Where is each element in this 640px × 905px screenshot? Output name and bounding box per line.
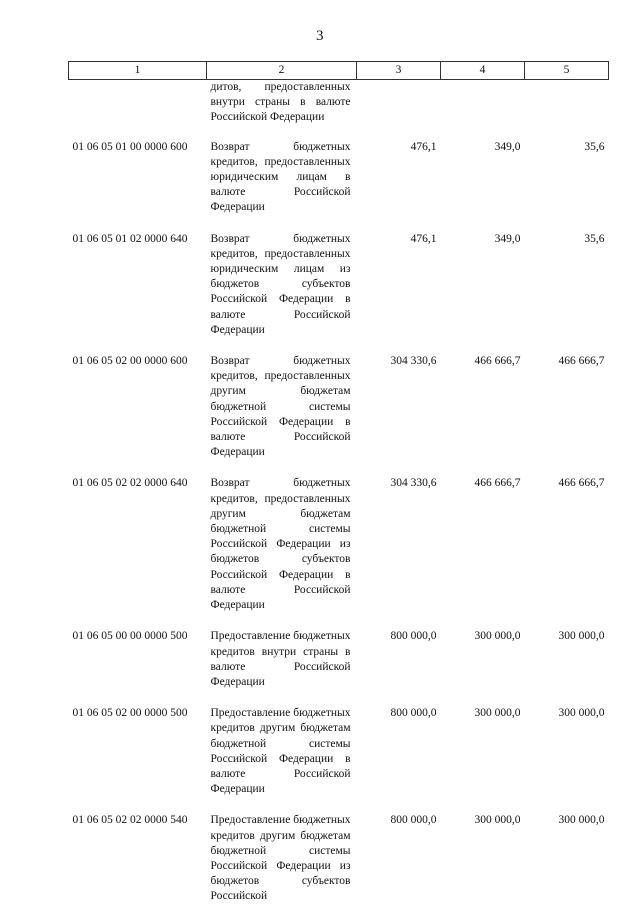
budget-sources-table (68, 61, 609, 905)
column-header-description: 2 (207, 62, 357, 80)
row-value-2: 466 666,7 (474, 355, 521, 368)
table-row-continued (69, 80, 609, 140)
table-header (69, 62, 609, 80)
page-number: 3 (316, 28, 324, 44)
row-value-1: 800 000,0 (390, 630, 437, 643)
row-code: 01 06 05 02 02 0000 640 (72, 477, 188, 490)
column-header-code: 1 (69, 62, 207, 80)
row-description: Предоставление бюджетных кредитов другим бюджетам бюджетной системы Российской Федерации из бюджетов субъектов Российской (210, 814, 351, 903)
row-value-3: 466 666,7 (558, 477, 605, 490)
row-value-2: 466 666,7 (474, 477, 521, 490)
table-row (69, 140, 609, 232)
row-value-1: 800 000,0 (390, 814, 437, 827)
row-code: 01 06 05 00 00 0000 500 (72, 630, 188, 643)
table-body (69, 80, 609, 905)
row-code: 01 06 05 01 02 0000 640 (72, 232, 188, 245)
row-value-1: 476,1 (410, 140, 437, 153)
row-value-2: 300 000,0 (474, 707, 521, 720)
row-value-3: 35,6 (584, 140, 605, 153)
row-value-2: 300 000,0 (474, 814, 521, 827)
row-value-3: 35,6 (584, 232, 605, 245)
row-value-1 (357, 80, 441, 140)
row-code (69, 80, 207, 140)
row-code: 01 06 05 01 00 0000 600 (72, 140, 188, 153)
table-row (69, 629, 609, 706)
row-description: Возврат бюджетных кредитов, предоставленных другим бюджетам бюджетной системы Российской Федерации в валюте Российской Федерации (210, 355, 351, 459)
row-value-1: 304 330,6 (390, 477, 437, 490)
table-row (69, 354, 609, 476)
row-description: Возврат бюджетных кредитов, предоставленных другим бюджетам бюджетной системы Российской Федерации из бюджетов субъектов Российской Федерации в валюте Российской Федерации (210, 477, 351, 612)
row-value-1: 800 000,0 (390, 707, 437, 720)
column-header-value-2: 4 (441, 62, 525, 80)
row-value-3: 300 000,0 (558, 630, 605, 643)
row-value-2: 349,0 (494, 232, 521, 245)
row-value-3: 300 000,0 (558, 814, 605, 827)
table-row (69, 813, 609, 904)
row-description: Предоставление бюджетных кредитов внутри страны в валюте Российской Федерации (210, 630, 351, 688)
row-value-3 (525, 80, 609, 140)
column-header-value-1: 3 (357, 62, 441, 80)
row-code: 01 06 05 02 00 0000 600 (72, 355, 188, 368)
table-row (69, 706, 609, 813)
row-value-3: 466 666,7 (558, 355, 605, 368)
row-description: Предоставление бюджетных кредитов другим бюджетам бюджетной системы Российской Федерации в валюте Российской Федерации (210, 707, 351, 796)
row-description: дитов, предоставленных внутри страны в валюте Российской Федерации (210, 81, 351, 124)
row-value-1: 304 330,6 (390, 355, 437, 368)
column-header-value-3: 5 (525, 62, 609, 80)
table-row (69, 476, 609, 629)
row-description: Возврат бюджетных кредитов, предоставленных юридическим лицам из бюджетов субъектов Российской Федерации в валюте Российской Федерации (210, 232, 351, 336)
row-value-2: 349,0 (494, 140, 521, 153)
table-row (69, 232, 609, 354)
row-value-2 (441, 80, 525, 140)
row-description: Возврат бюджетных кредитов, предоставленных юридическим лицам в валюте Российской Федерации (210, 140, 351, 214)
row-code: 01 06 05 02 02 0000 540 (72, 814, 188, 827)
row-value-1: 476,1 (410, 232, 437, 245)
row-value-3: 300 000,0 (558, 707, 605, 720)
table-header-row (69, 62, 609, 80)
row-code: 01 06 05 02 00 0000 500 (72, 707, 188, 720)
row-value-2: 300 000,0 (474, 630, 521, 643)
